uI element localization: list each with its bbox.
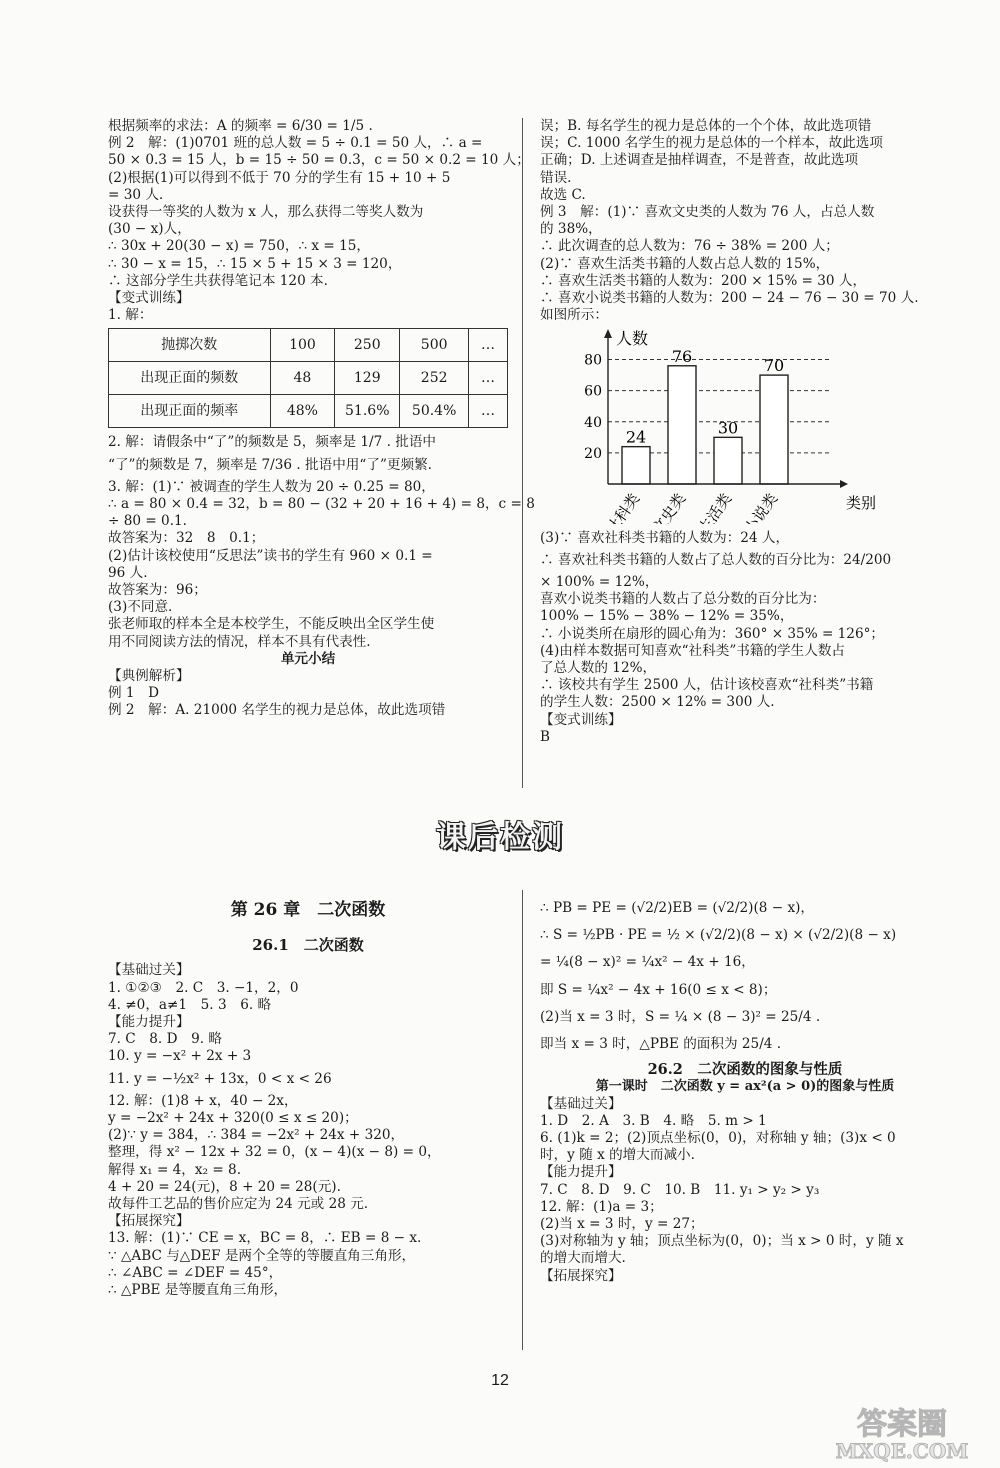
- text-line: 1. 解：: [108, 307, 153, 324]
- text-line: 例 3 解：(1)∵ 喜欢文史类的人数为 76 人，占总人数: [540, 204, 875, 221]
- x-axis-arrow-icon: [840, 480, 848, 488]
- table-cell: 48: [270, 362, 335, 395]
- table-cell: 252: [400, 362, 469, 395]
- text-line: ∴ S = ½PB · PE = ½ × (√2/2)(8 − x) × (√2/2)(8 − x): [540, 927, 897, 944]
- x-tick-label: 文史类: [648, 490, 690, 525]
- text-line: (30 − x)人，: [108, 221, 191, 238]
- bar: [622, 447, 650, 484]
- table-cell: …: [469, 362, 508, 395]
- frequency-table: [108, 328, 508, 428]
- table-cell: 51.6%: [335, 395, 400, 428]
- text-line: (3)对称轴为 y 轴；顶点坐标为(0，0)；当 x > 0 时，y 随 x: [540, 1233, 904, 1250]
- text-line: 张老师取的样本全是本校学生，不能反映出全区学生使: [108, 616, 435, 633]
- text-line: 如图所示：: [540, 307, 608, 324]
- text-line: ∴ 30x + 20(30 − x) = 750，∴ x = 15，: [108, 238, 370, 255]
- column-divider: [522, 118, 523, 788]
- table-cell: 48%: [270, 395, 335, 428]
- text-line: y = −2x² + 24x + 320(0 ≤ x ≤ 20)；: [108, 1110, 358, 1127]
- bar-value-label: 76: [671, 347, 693, 367]
- text-line: 例 2 解：A. 21000 名学生的视力是总体，故此选项错: [108, 702, 446, 719]
- watermark-url: MXQE.COM: [835, 1439, 969, 1462]
- text-line: (2)根据(1)可以得到不低于 70 分的学生有 15 + 10 + 5: [108, 169, 451, 186]
- y-axis-arrow-icon: [604, 329, 612, 338]
- bar: [760, 376, 788, 485]
- text-line: (2)当 x = 3 时，S = ¼ × (8 − 3)² = 25/4 .: [540, 1008, 821, 1025]
- text-line: 【基础过关】: [540, 1095, 622, 1112]
- text-line: = 30 人.: [108, 186, 164, 203]
- table-cell: 50.4%: [400, 395, 469, 428]
- text-line: 【拓展探究】: [540, 1267, 622, 1284]
- top-left-lines-a: [108, 118, 530, 324]
- text-line: 故选 C.: [540, 186, 586, 203]
- text-line: 例 2 解：(1)0701 班的总人数 = 5 ÷ 0.1 = 50 人，∴ a =: [108, 135, 483, 152]
- text-line: 【能力提升】: [540, 1164, 622, 1181]
- text-line: (3)不同意.: [108, 599, 173, 616]
- text-line: 错误.: [540, 169, 572, 186]
- text-line: 误；C. 1000 名学生的视力是总体的一个样本，故此选项: [540, 135, 883, 152]
- top-left-column: [108, 118, 535, 720]
- bar-value-label: 30: [717, 418, 739, 438]
- text-line: 100% − 15% − 38% − 12% = 35%，: [540, 608, 794, 625]
- bar: [668, 366, 696, 484]
- y-tick-label: 60: [584, 384, 602, 401]
- column-divider: [522, 890, 523, 1350]
- text-line: (2)∵ y = 384，∴ 384 = −2x² + 24x + 320，: [108, 1127, 405, 1144]
- text-line: ÷ 80 = 0.1.: [108, 513, 187, 530]
- text-line: = ¼(8 − x)² = ¼x² − 4x + 16，: [540, 954, 755, 971]
- x-tick-label: 社科类: [602, 490, 644, 525]
- text-line: (4)由样本数据可知喜欢“社科类”书籍的学生人数占: [540, 642, 846, 659]
- text-line: ∴ 此次调查的总人数为：76 ÷ 38% = 200 人；: [540, 238, 839, 255]
- chart-xticks: [603, 490, 782, 524]
- text-line: ∴ 30 − x = 15，∴ 15 × 5 + 15 × 3 = 120，: [108, 255, 402, 272]
- text-line: ∴ 该校共有学生 2500 人，估计该校喜欢“社科类”书籍: [540, 677, 874, 694]
- text-line: 喜欢小说类书籍的人数占了总分数的百分比为：: [540, 591, 826, 608]
- table-cell: …: [469, 329, 508, 362]
- top-right-column: [540, 118, 950, 746]
- text-line: 4. ≠0，a≠1 5. 3 6. 略: [108, 996, 272, 1013]
- text-line: ∴ ∠ABC = ∠DEF = 45°，: [108, 1264, 283, 1281]
- text-line: 时，y 随 x 的增大而减小.: [540, 1147, 695, 1164]
- y-tick-label: 80: [584, 352, 602, 369]
- text-line: 误；B. 每名学生的视力是总体的一个个体，故此选项错: [540, 118, 872, 134]
- bar-chart: [540, 324, 900, 524]
- text-line: 设获得一等奖的人数为 x 人，那么获得二等奖人数为: [108, 204, 424, 221]
- table-cell: 250: [335, 329, 400, 362]
- text-line: 【典例解析】: [108, 668, 190, 685]
- text-line: 正确；D. 上述调查是抽样调查，不是普查，故此选项: [540, 152, 859, 169]
- table-cell: 出现正面的频率: [109, 395, 271, 428]
- top-left-lines-b: [108, 434, 535, 650]
- text-line: 96 人.: [108, 564, 148, 581]
- text-line: ∴ △PBE 是等腰直角三角形，: [108, 1282, 288, 1299]
- bottom-right-column: [540, 900, 950, 1285]
- text-line: 7. C 8. D 9. 略: [108, 1031, 222, 1048]
- text-line: ∴ 喜欢社科类书籍的人数占了总人数的百分比为：24/200: [540, 551, 892, 568]
- text-line: 【能力提升】: [108, 1014, 190, 1031]
- text-line: ∴ 喜欢生活类书籍的人数为：200 × 15% = 30 人，: [540, 272, 867, 289]
- bar: [714, 438, 742, 485]
- watermark-logo: [812, 1400, 992, 1462]
- bottom-left-column: [108, 900, 508, 1299]
- table-cell: …: [469, 395, 508, 428]
- text-line: × 100% = 12%，: [540, 574, 659, 591]
- text-line: 根据频率的求法：A 的频率 = 6/30 = 1/5 .: [108, 118, 373, 134]
- bottom-right-lines-b: [540, 1096, 950, 1285]
- text-line: 故答案为：32 8 0.1；: [108, 530, 265, 547]
- text-line: 6. (1)k = 2；(2)顶点坐标(0，0)，对称轴 y 轴；(3)x < 0: [540, 1130, 896, 1147]
- text-line: ∴ 喜欢小说类书籍的人数为：200 − 24 − 76 − 30 = 70 人.: [540, 290, 919, 307]
- table-row: [109, 362, 508, 395]
- text-line: (2)估计该校使用“反思法”读书的学生有 960 × 0.1 =: [108, 547, 433, 564]
- text-line: ∴ PB = PE = (√2/2)EB = (√2/2)(8 − x)，: [540, 900, 815, 916]
- text-line: 12. 解：(1)a = 3；: [540, 1198, 663, 1215]
- text-line: 2. 解：请假条中“了”的频数是 5，频率是 1/7 . 批语中: [108, 434, 437, 451]
- top-left-lines-c: [108, 668, 508, 720]
- text-line: 故每件工艺品的售价应定为 24 元或 28 元.: [108, 1196, 369, 1213]
- text-line: 4 + 20 = 24(元)，8 + 20 = 28(元).: [108, 1178, 341, 1195]
- text-line: 的 38%，: [540, 221, 602, 238]
- top-right-lines-a: [540, 118, 950, 324]
- text-line: 用不同阅读方法的情况，样本不具有代表性.: [108, 633, 371, 650]
- unit-summary-heading: 单元小结: [280, 650, 336, 667]
- bottom-right-lines-a: [540, 900, 950, 1053]
- chart-bars: [622, 347, 788, 484]
- text-line: 的学生人数：2500 × 12% = 300 人.: [540, 694, 775, 711]
- text-line: (3)∵ 喜欢社科类书籍的人数为：24 人，: [540, 529, 790, 546]
- text-line: B: [540, 728, 550, 745]
- text-line: 例 1 D: [108, 685, 160, 702]
- text-line: (2)当 x = 3 时，y = 27；: [540, 1216, 704, 1233]
- text-line: 故答案为：96；: [108, 582, 207, 599]
- table-cell: 抛掷次数: [109, 329, 271, 362]
- table-cell: 出现正面的频数: [109, 362, 271, 395]
- section-banner: 课后检测: [436, 820, 564, 855]
- section-title: 26.1 二次函数: [252, 936, 364, 955]
- text-line: ∴ a = 80 × 0.4 = 32，b = 80 − (32 + 20 + 16 + 4) = 8，c = 8: [108, 496, 535, 513]
- page-number: 12: [491, 1372, 509, 1389]
- y-tick-label: 40: [584, 415, 602, 432]
- bar-value-label: 24: [625, 428, 647, 448]
- text-line: 10. y = −x² + 2x + 3: [108, 1048, 252, 1065]
- x-tick-label: 生活类: [694, 490, 736, 525]
- table-cell: 129: [335, 362, 400, 395]
- text-line: 13. 解：(1)∵ CE = x，BC = 8，∴ EB = 8 − x.: [108, 1230, 422, 1247]
- bar-value-label: 70: [763, 356, 785, 376]
- table-cell: 500: [400, 329, 469, 362]
- text-line: 7. C 8. D 9. C 10. B 11. y₁ > y₂ > y₃: [540, 1181, 820, 1198]
- text-line: ∵ △ABC 与△DEF 是两个全等的等腰直角三角形，: [108, 1247, 416, 1264]
- x-axis-label: 类别: [846, 494, 877, 513]
- bottom-left-lines: [108, 962, 508, 1299]
- text-line: 即当 x = 3 时，△PBE 的面积为 25/4 .: [540, 1036, 782, 1053]
- table-cell: 100: [270, 329, 335, 362]
- y-tick-label: 20: [584, 446, 602, 463]
- text-line: 【拓展探究】: [108, 1213, 190, 1230]
- top-right-lines-b: [540, 530, 950, 746]
- text-line: (2)∵ 喜欢生活类书籍的人数占总人数的 15%，: [540, 255, 830, 272]
- watermark-text: 答案圈: [857, 1407, 947, 1442]
- text-line: 【变式训练】: [540, 711, 622, 728]
- text-line: 50 × 0.3 = 15 人，b = 15 ÷ 50 = 0.3，c = 50 × 0.2 = 10 人；: [108, 152, 530, 169]
- text-line: 【变式训练】: [108, 290, 190, 307]
- text-line: ∴ 这部分学生共获得笔记本 120 本.: [108, 272, 328, 289]
- table-row: [109, 329, 508, 362]
- text-line: 12. 解：(1)8 + x，40 − 2x，: [108, 1092, 298, 1109]
- y-axis-label: 人数: [616, 329, 649, 349]
- text-line: 【基础过关】: [108, 962, 190, 979]
- chapter-title: 第 26 章 二次函数: [230, 900, 386, 920]
- x-tick-label: 小说类: [740, 490, 782, 525]
- text-line: 的增大而增大.: [540, 1250, 626, 1267]
- text-line: 3. 解：(1)∵ 被调查的学生人数为 20 ÷ 0.25 = 80，: [108, 478, 435, 495]
- text-line: 解得 x₁ = 4，x₂ = 8.: [108, 1161, 242, 1178]
- text-line: ∴ 小说类所在扇形的圆心角为：360° × 35% = 126°；: [540, 625, 884, 642]
- text-line: 了总人数的 12%，: [540, 660, 657, 677]
- text-line: 11. y = −½x² + 13x，0 < x < 26: [108, 1070, 332, 1087]
- text-line: 1. D 2. A 3. B 4. 略 5. m > 1: [540, 1112, 767, 1129]
- text-line: 整理，得 x² − 12x + 32 = 0，(x − 4)(x − 8) = 0，: [108, 1144, 441, 1161]
- section-title: 26.2 二次函数的图象与性质: [647, 1061, 843, 1079]
- chart-yticks: [584, 353, 602, 462]
- text-line: 即 S = ¼x² − 4x + 16(0 ≤ x < 8)；: [540, 981, 777, 998]
- text-line: “了”的频数是 7，频率是 7/36 . 批语中用“了”更频繁.: [108, 456, 432, 473]
- text-line: 1. ①②③ 2. C 3. −1，2，0: [108, 979, 299, 996]
- lesson-title: 第一课时 二次函数 y = ax²(a > 0)的图象与性质: [595, 1079, 895, 1095]
- table-row: [109, 395, 508, 428]
